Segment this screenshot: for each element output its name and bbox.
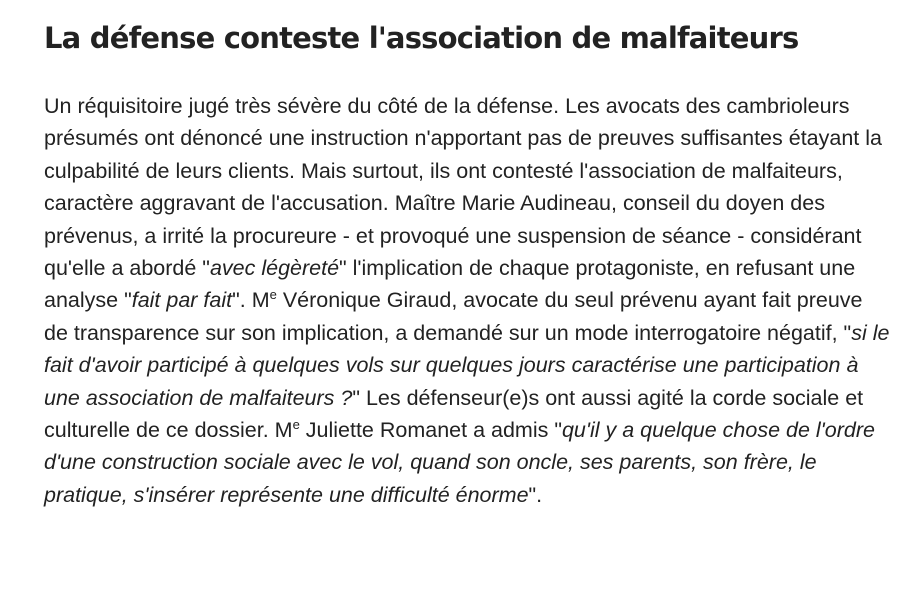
quote-segment: fait par fait [131, 288, 233, 313]
superscript: e [269, 287, 277, 303]
article-title: La défense conteste l'association de malfaiteurs [44, 21, 799, 55]
quote-segment: qu'il y a quelque chose de l'ordre d'une construction sociale avec le vol, quand son oncle, ses parents, son frère, le pratique, s'insérer représente une difficulté énorme [44, 418, 875, 507]
text-segment: Juliette Romanet a admis " [299, 418, 562, 443]
quote-segment: avec légèreté [209, 256, 340, 281]
article-paragraph [44, 90, 890, 511]
text-segment: " l'implication de chaque protagoniste, en refusant une analyse " [44, 256, 856, 313]
text-segment: ". [528, 482, 543, 507]
article [44, 14, 890, 511]
text-segment: ". M [232, 288, 270, 313]
text-segment: Un réquisitoire jugé très sévère du côté de la défense. Les avocats des cambrioleurs présumés ont dénoncé une instruction n'apportant pas de preuves suffisantes étayant la culpabilité de leurs clients. Mais surtout, ils ont contesté l'association de malfaiteurs, caractère aggravant de l'accusation. Maître Marie Audineau, conseil du doyen des prévenus, a irrité la procureure - et provoqué une suspension de séance - considérant qu'elle a abordé " [44, 94, 882, 281]
text-segment: " Les défenseur(e)s ont aussi agité la corde sociale et culturelle de ce dossier. M [44, 385, 864, 443]
text-segment: Véronique Giraud, avocate du seul prévenu ayant fait preuve de transparence sur son implication, a demandé sur un mode interrogatoire négatif, " [44, 288, 863, 345]
superscript: e [292, 417, 300, 433]
quote-segment: si le fait d'avoir participé à quelques vols sur quelques jours caractérise une participation à une association de malfaiteurs ? [44, 320, 890, 410]
